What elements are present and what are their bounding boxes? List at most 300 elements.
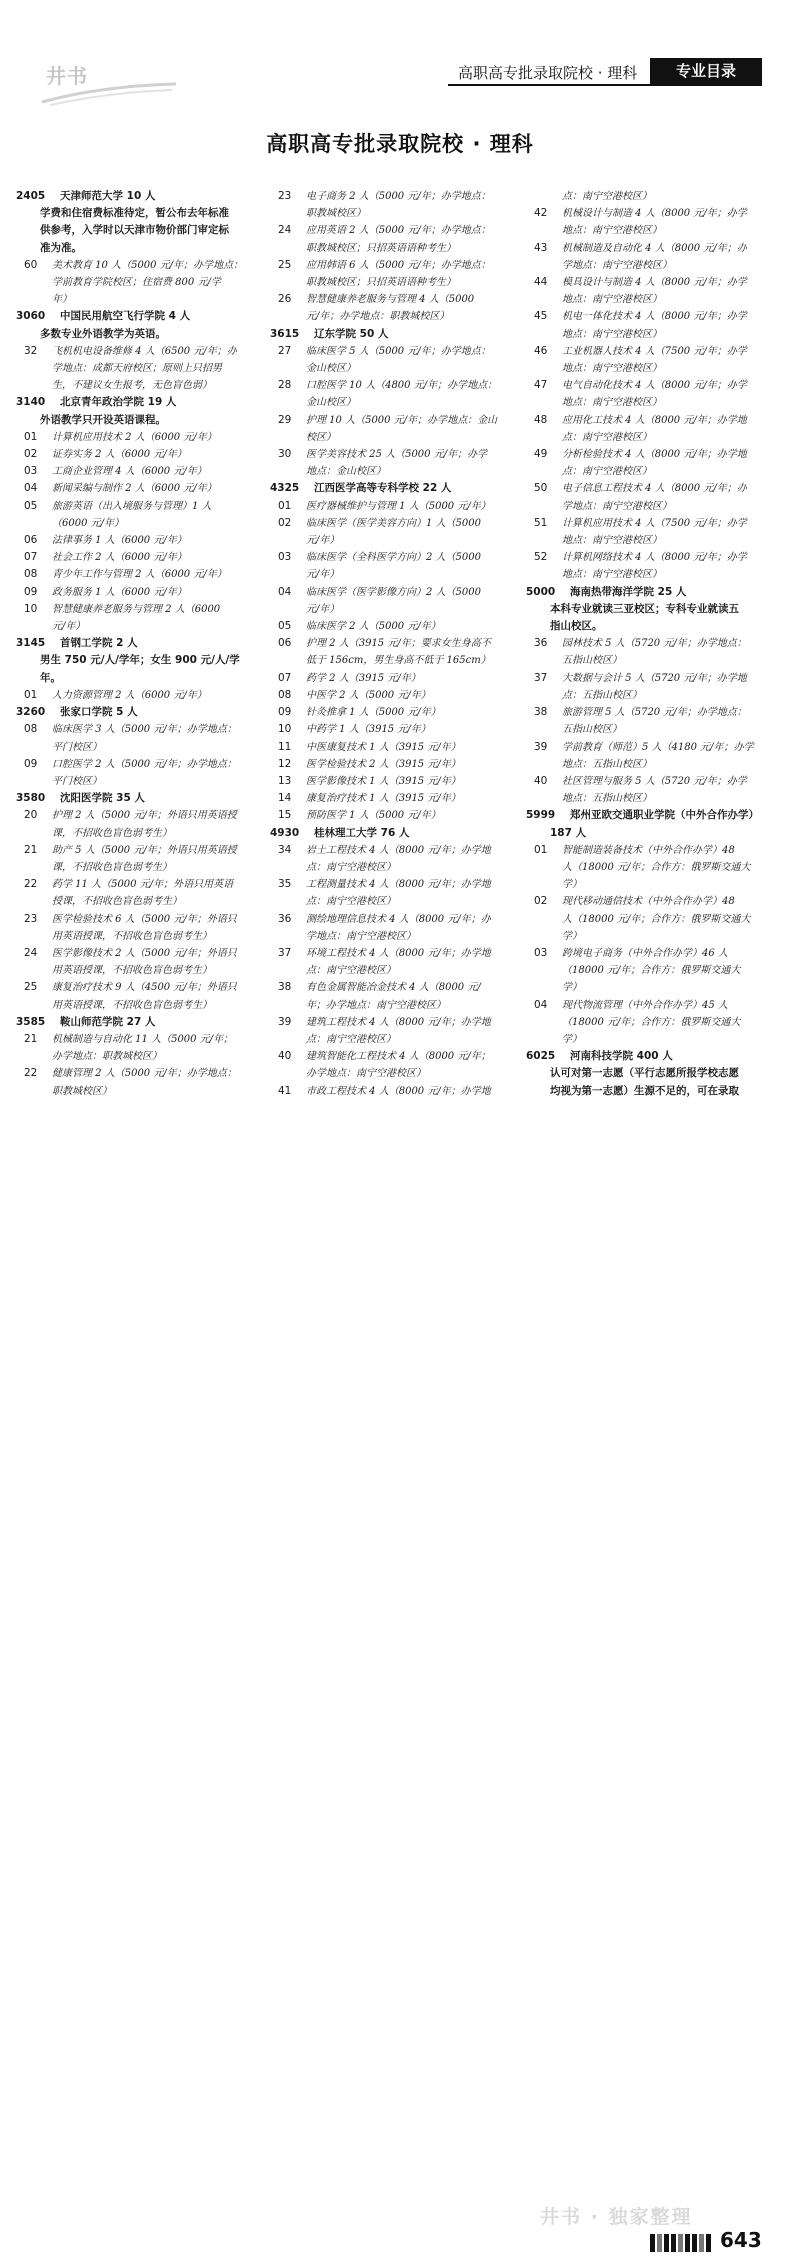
program-text: 电子信息工程技术 4 人（8000 元/年；办 <box>562 483 747 495</box>
program-item <box>526 205 788 222</box>
program-code: 37 <box>534 671 548 684</box>
program-text-continued: 平门校区） <box>52 775 102 787</box>
page-footer <box>0 1110 800 2252</box>
institution-note: 187 人 <box>550 826 587 839</box>
program-text-continued: 学） <box>562 1033 582 1045</box>
program-code: 01 <box>278 499 292 512</box>
program-text-continued: 用英语授课，不招收色盲色弱考生） <box>52 930 212 942</box>
institution-note: 年。 <box>40 671 61 684</box>
program-item <box>526 842 788 859</box>
program-code: 46 <box>534 344 548 357</box>
program-text-continued: 人（18000 元/年；合作方：俄罗斯交通大 <box>562 861 751 873</box>
institution-name: 中国民用航空飞行学院 4 人 <box>60 310 191 323</box>
program-text: 临床医学（医学美容方向）1 人（5000 <box>306 517 481 529</box>
program-text: 中药学 1 人（3915 元/年） <box>306 724 431 736</box>
program-code: 25 <box>278 258 292 271</box>
program-text-continued: （18000 元/年；合作方：俄罗斯交通大 <box>562 1016 741 1028</box>
program-item <box>526 945 788 962</box>
program-text: 智慧健康养老服务与管理 4 人（5000 <box>306 294 475 306</box>
program-text: 工程测量技术 4 人（8000 元/年；办学地 <box>306 879 491 891</box>
program-item <box>526 773 788 790</box>
program-code: 06 <box>24 534 38 547</box>
institution-note: 指山校区。 <box>550 620 603 633</box>
program-text: 智慧健康养老服务与管理 2 人（6000 <box>52 603 221 615</box>
institution-code: 3060 <box>16 310 46 323</box>
institution-code: 4930 <box>270 826 300 839</box>
program-text-continued: 学） <box>562 879 582 891</box>
institution-note: 多数专业外语教学为英语。 <box>40 327 166 340</box>
institution-heading <box>16 704 262 721</box>
program-item <box>526 308 788 325</box>
program-text: 护理 10 人（5000 元/年；办学地点：金山 <box>306 414 498 426</box>
program-text: 园林技术 5 人（5720 元/年；办学地点： <box>562 638 747 650</box>
page-title: 高职高专批录取院校 · 理科 <box>266 132 534 156</box>
program-text: 临床医学 5 人（5000 元/年；办学地点： <box>306 345 491 357</box>
program-item <box>270 756 516 773</box>
program-item <box>270 911 516 928</box>
program-item <box>16 807 262 824</box>
program-text: 现代移动通信技术（中外合作办学）48 <box>562 896 735 908</box>
program-text-continued: 点：南宁空港校区） <box>562 466 652 478</box>
institution-name: 沈阳医学院 35 人 <box>60 792 145 805</box>
institution-name: 江西医学高等专科学校 22 人 <box>314 482 452 495</box>
program-text: 医学美容技术 25 人（5000 元/年；办学 <box>306 449 488 461</box>
program-item <box>270 807 516 824</box>
program-code: 32 <box>24 344 38 357</box>
institution-heading <box>16 1014 262 1031</box>
program-code: 52 <box>534 551 548 564</box>
program-item <box>16 584 262 601</box>
program-item <box>16 343 262 360</box>
program-text-continued: 课，不招收色盲色弱考生） <box>52 861 172 873</box>
program-item <box>270 257 516 274</box>
program-text-continued: 点：南宁空港校区） <box>562 191 652 202</box>
program-code: 44 <box>534 276 548 289</box>
institution-note: 均视为第一志愿）生源不足的，可在录取 <box>550 1084 739 1097</box>
program-text-continued: 地点：金山校区） <box>306 466 386 478</box>
program-code: 34 <box>278 843 292 856</box>
program-text-continued: 年） <box>52 294 72 306</box>
institution-code: 3580 <box>16 792 46 805</box>
program-code: 07 <box>24 551 38 564</box>
program-code: 21 <box>24 1032 38 1045</box>
program-code: 28 <box>278 379 292 392</box>
institution-code: 5999 <box>526 809 556 822</box>
program-text: 工业机器人技术 4 人（7500 元/年；办学 <box>562 345 747 357</box>
program-item <box>16 463 262 480</box>
program-text: 人力资源管理 2 人（6000 元/年） <box>52 689 207 701</box>
program-text-continued: 点：南宁空港校区） <box>306 896 396 908</box>
program-text: 岩土工程技术 4 人（8000 元/年；办学地 <box>306 844 491 856</box>
program-text: 助产 5 人（5000 元/年；外语只用英语授 <box>52 844 237 856</box>
program-item <box>270 635 516 652</box>
program-text: 医学检验技术 6 人（5000 元/年；外语只 <box>52 913 237 925</box>
section-tab: 专业目录 <box>650 58 762 84</box>
institution-note: 本科专业就读三亚校区；专科专业就读五 <box>550 602 739 615</box>
program-code: 37 <box>278 946 292 959</box>
program-item <box>270 979 516 996</box>
program-text: 机械制造及自动化 4 人（8000 元/年；办 <box>562 242 747 254</box>
program-text: 护理 2 人（5000 元/年；外语只用英语授 <box>52 810 237 822</box>
program-code: 20 <box>24 809 38 822</box>
program-text-continued: 办学地点：职教城校区） <box>52 1051 162 1063</box>
institution-name: 郑州亚欧交通职业学院（中外合作办学） <box>570 809 759 822</box>
program-code: 36 <box>534 637 548 650</box>
program-code: 49 <box>534 448 548 461</box>
institution-note: 供参考，入学时以天津市物价部门审定标 <box>40 224 229 237</box>
program-code: 03 <box>24 465 38 478</box>
program-code: 08 <box>278 688 292 701</box>
program-text: 药学 2 人（3915 元/年） <box>306 672 421 684</box>
column-middle <box>270 188 516 1100</box>
program-text: 建筑智能化工程技术 4 人（8000 元/年； <box>306 1051 491 1063</box>
institution-note: 男生 750 元/人/学年；女生 900 元/人/学 <box>40 654 240 667</box>
institution-code: 3145 <box>16 637 46 650</box>
program-text-continued: 办学地点：南宁空港校区） <box>306 1068 426 1080</box>
institution-name: 鞍山师范学院 27 人 <box>60 1015 156 1028</box>
program-text-continued: 用英语授课，不招收色盲色弱考生） <box>52 999 212 1011</box>
program-code: 24 <box>24 946 38 959</box>
program-code: 23 <box>278 190 292 202</box>
program-code: 09 <box>278 706 292 719</box>
program-code: 30 <box>278 448 292 461</box>
program-code: 40 <box>278 1050 292 1063</box>
program-item <box>270 721 516 738</box>
institution-heading <box>270 480 516 497</box>
program-item <box>270 1048 516 1065</box>
program-text-continued: 点：南宁空港校区） <box>306 1033 396 1045</box>
program-text-continued: 点：南宁空港校区） <box>306 861 396 873</box>
program-text: 建筑工程技术 4 人（8000 元/年；办学地 <box>306 1016 491 1028</box>
program-text: 中医学 2 人（5000 元/年） <box>306 689 431 701</box>
program-item <box>270 773 516 790</box>
program-text-continued: 地点：南宁空港校区） <box>562 535 662 547</box>
program-text-continued: 点：五指山校区） <box>562 689 642 701</box>
program-code: 47 <box>534 379 548 392</box>
program-text-continued: 职教城校区；只招英语语种考生） <box>306 277 456 289</box>
program-item <box>526 240 788 257</box>
institution-name: 辽东学院 50 人 <box>314 327 389 340</box>
program-text: 智能制造装备技术（中外合作办学）48 <box>562 844 735 856</box>
program-text-continued: 元/年） <box>306 603 340 615</box>
program-code: 22 <box>24 1067 38 1080</box>
program-text: 证券实务 2 人（6000 元/年） <box>52 449 187 461</box>
program-text-continued: 元/年） <box>52 621 86 633</box>
program-code: 04 <box>534 998 548 1011</box>
program-code: 05 <box>24 499 38 512</box>
program-code: 43 <box>534 241 548 254</box>
program-code: 22 <box>24 878 38 891</box>
program-item <box>526 446 788 463</box>
program-item <box>526 893 788 910</box>
program-item <box>526 670 788 687</box>
program-code: 48 <box>534 413 548 426</box>
program-item <box>270 188 516 205</box>
program-code: 05 <box>278 620 292 633</box>
program-text: 机械设计与制造 4 人（8000 元/年；办学 <box>562 208 747 220</box>
program-text-continued: 点：南宁空港校区） <box>562 431 652 443</box>
program-text-continued: 地点：南宁空港校区） <box>562 397 662 409</box>
column-left <box>16 188 262 1100</box>
program-text-continued: 职教城校区；只招英语语种考生） <box>306 242 456 254</box>
program-text-continued: 生，不建议女生报考，无色盲色弱） <box>52 380 212 392</box>
program-text-continued: （18000 元/年；合作方：俄罗斯交通大 <box>562 965 741 977</box>
program-item <box>270 687 516 704</box>
program-text: 健康管理 2 人（5000 元/年；办学地点： <box>52 1068 237 1080</box>
program-item <box>526 997 788 1014</box>
program-item <box>270 1083 516 1100</box>
program-code: 42 <box>534 207 548 220</box>
program-code: 15 <box>278 809 292 822</box>
program-item <box>526 515 788 532</box>
program-code: 36 <box>278 912 292 925</box>
program-code: 07 <box>278 671 292 684</box>
institution-heading <box>16 394 262 411</box>
program-item <box>16 498 262 515</box>
institution-heading <box>16 635 262 652</box>
column-right <box>526 188 788 1100</box>
program-text: 电子商务 2 人（5000 元/年；办学地点： <box>306 191 491 202</box>
program-text: 分析检验技术 4 人（8000 元/年；办学地 <box>562 449 747 461</box>
program-code: 13 <box>278 774 292 787</box>
program-text-continued: 元/年） <box>306 569 340 581</box>
program-text: 医疗器械维护与管理 1 人（5000 元/年） <box>306 500 491 512</box>
program-text-continued: 学地点：南宁空港校区） <box>306 930 416 942</box>
institution-note: 外语教学只开设英语课程。 <box>40 413 166 426</box>
program-item <box>16 911 262 928</box>
program-code: 41 <box>278 1084 292 1097</box>
program-item <box>270 291 516 308</box>
program-code: 08 <box>24 568 38 581</box>
institution-name: 海南热带海洋学院 25 人 <box>570 585 687 598</box>
institution-code: 4325 <box>270 482 300 495</box>
program-code: 39 <box>278 1015 292 1028</box>
program-item <box>270 945 516 962</box>
program-item <box>270 670 516 687</box>
program-item <box>270 549 516 566</box>
program-code: 21 <box>24 843 38 856</box>
program-text: 学前教育（师范）5 人（4180 元/年；办学 <box>562 741 754 753</box>
program-text: 工商企业管理 4 人（6000 元/年） <box>52 466 207 478</box>
program-text: 计算机应用技术 4 人（7500 元/年；办学 <box>562 517 747 529</box>
program-item <box>16 979 262 996</box>
program-text: 测绘地理信息技术 4 人（8000 元/年；办 <box>306 913 491 925</box>
program-item <box>16 480 262 497</box>
program-item <box>16 756 262 773</box>
program-text-continued: 人（18000 元/年；合作方：俄罗斯交通大 <box>562 913 751 925</box>
program-item <box>270 790 516 807</box>
program-text: 针灸推拿 1 人（5000 元/年） <box>306 707 441 719</box>
institution-heading <box>526 807 788 824</box>
logo-swoosh-icon <box>40 80 180 106</box>
program-code: 01 <box>534 843 548 856</box>
program-text: 美术教育 10 人（5000 元/年；办学地点： <box>52 259 244 271</box>
program-item <box>526 739 788 756</box>
program-text-continued: 学） <box>562 982 582 994</box>
program-text: 医学影像技术 2 人（5000 元/年；外语只 <box>52 947 237 959</box>
program-code: 24 <box>278 224 292 237</box>
program-text-continued: 低于 156cm，男生身高不低于 165cm） <box>306 655 491 667</box>
publisher-logo: 井书 <box>46 64 88 88</box>
program-item <box>526 635 788 652</box>
program-text-continued: 地点：南宁空港校区） <box>562 328 662 340</box>
program-text-continued: 学地点：南宁空港校区） <box>562 500 672 512</box>
institution-name: 桂林理工大学 76 人 <box>314 826 410 839</box>
program-text: 计算机应用技术 2 人（6000 元/年） <box>52 431 217 443</box>
institution-note: 准为准。 <box>40 241 82 254</box>
institution-note: 学费和住宿费标准待定，暂公布去年标准 <box>40 207 229 220</box>
program-text: 临床医学 3 人（5000 元/年；办学地点： <box>52 724 237 736</box>
institution-heading <box>526 1048 788 1065</box>
institution-code: 3585 <box>16 1015 46 1028</box>
program-item <box>270 446 516 463</box>
institution-code: 3260 <box>16 706 46 719</box>
program-item <box>270 618 516 635</box>
running-title: 高职高专批录取院校 · 理科 <box>458 64 638 82</box>
page-number: 643 <box>720 2228 762 2252</box>
program-item <box>16 257 262 274</box>
program-item <box>270 704 516 721</box>
program-text: 社区管理与服务 5 人（5720 元/年；办学 <box>562 775 747 787</box>
institution-code: 5000 <box>526 585 556 598</box>
program-text-continued: 元/年；办学地点：职教城校区） <box>306 311 450 323</box>
program-text: 医学影像技术 1 人（3915 元/年） <box>306 775 461 787</box>
program-text: 机电一体化技术 4 人（8000 元/年；办学 <box>562 311 747 323</box>
program-code: 03 <box>278 551 292 564</box>
program-item <box>16 842 262 859</box>
program-text: 飞机机电设备维修 4 人（6500 元/年；办 <box>52 345 237 357</box>
program-text-continued: 用英语授课，不招收色盲色弱考生） <box>52 965 212 977</box>
program-text-continued: 元/年） <box>306 535 340 547</box>
program-item <box>526 343 788 360</box>
program-item <box>270 842 516 859</box>
program-text: 市政工程技术 4 人（8000 元/年；办学地 <box>306 1085 491 1097</box>
program-code: 04 <box>24 482 38 495</box>
program-item <box>270 377 516 394</box>
program-text-continued: 职教城校区） <box>52 1085 112 1097</box>
program-text: 临床医学 2 人（5000 元/年） <box>306 621 441 633</box>
page-header <box>0 0 800 110</box>
program-text-continued: 年；办学地点：南宁空港校区） <box>306 999 446 1011</box>
program-code: 01 <box>24 688 38 701</box>
program-item <box>16 945 262 962</box>
program-item <box>16 687 262 704</box>
program-item <box>526 274 788 291</box>
program-text-continued: 学） <box>562 930 582 942</box>
program-text: 青少年工作与管理 2 人（6000 元/年） <box>52 569 227 581</box>
program-code: 10 <box>24 602 38 615</box>
program-item <box>270 1014 516 1031</box>
program-text-continued: 地点：南宁空港校区） <box>562 225 662 237</box>
program-code: 01 <box>24 430 38 443</box>
program-item <box>16 1031 262 1048</box>
program-item <box>270 412 516 429</box>
program-code: 29 <box>278 413 292 426</box>
institution-heading <box>270 825 516 842</box>
program-text-continued: 地点：五指山校区） <box>562 758 652 770</box>
program-code: 26 <box>278 293 292 306</box>
institution-name: 天津师范大学 10 人 <box>60 190 156 202</box>
program-item <box>270 739 516 756</box>
program-item <box>526 377 788 394</box>
program-code: 14 <box>278 792 292 805</box>
program-text-continued: 平门校区） <box>52 741 102 753</box>
program-item <box>270 876 516 893</box>
program-text: 有色金属智能冶金技术 4 人（8000 元/ <box>306 982 481 994</box>
institution-code: 2405 <box>16 190 46 202</box>
program-item <box>16 532 262 549</box>
program-text: 康复治疗技术 1 人（3915 元/年） <box>306 793 461 805</box>
program-text: 护理 2 人（3915 元/年；要求女生身高不 <box>306 638 491 650</box>
program-text: 中医康复技术 1 人（3915 元/年） <box>306 741 461 753</box>
program-item <box>270 515 516 532</box>
institution-name: 张家口学院 5 人 <box>60 706 138 719</box>
program-code: 50 <box>534 482 548 495</box>
program-text-continued: 五指山校区） <box>562 655 622 667</box>
program-code: 25 <box>24 981 38 994</box>
program-code: 45 <box>534 310 548 323</box>
program-text: 预防医学 1 人（5000 元/年） <box>306 810 441 822</box>
program-item <box>16 566 262 583</box>
program-text: 现代物流管理（中外合作办学）45 人 <box>562 999 728 1011</box>
program-text-continued: 五指山校区） <box>562 724 622 736</box>
institution-name: 北京青年政治学院 19 人 <box>60 396 177 409</box>
program-code: 40 <box>534 774 548 787</box>
program-item <box>526 412 788 429</box>
program-text: 临床医学（全科医学方向）2 人（5000 <box>306 552 481 564</box>
program-text: 口腔医学 2 人（5000 元/年；办学地点： <box>52 758 237 770</box>
program-text: 应用韩语 6 人（5000 元/年；办学地点： <box>306 259 491 271</box>
program-text: 法律事务 1 人（6000 元/年） <box>52 535 187 547</box>
program-code: 09 <box>24 757 38 770</box>
program-code: 35 <box>278 878 292 891</box>
program-code: 10 <box>278 723 292 736</box>
program-text-continued: 地点：五指山校区） <box>562 793 652 805</box>
program-text: 大数据与会计 5 人（5720 元/年；办学地 <box>562 672 747 684</box>
institution-name: 河南科技学院 400 人 <box>570 1050 673 1063</box>
program-text: 旅游管理 5 人（5720 元/年；办学地点： <box>562 707 747 719</box>
institution-heading <box>526 584 788 601</box>
institution-name: 首钢工学院 2 人 <box>60 637 138 650</box>
program-item <box>270 584 516 601</box>
program-item <box>270 498 516 515</box>
footer-watermark: 井书 · 独家整理 <box>540 2206 693 2228</box>
program-text-continued: 课，不招收色盲色弱考生） <box>52 827 172 839</box>
institution-heading <box>16 188 262 205</box>
program-text: 医学检验技术 2 人（3915 元/年） <box>306 758 461 770</box>
program-text-continued: 学前教育学院校区；住宿费 800 元/学 <box>52 277 221 289</box>
institution-heading <box>16 790 262 807</box>
program-text: 临床医学（医学影像方向）2 人（5000 <box>306 586 481 598</box>
program-code: 12 <box>278 757 292 770</box>
institution-note: 认可对第一志愿（平行志愿所报学校志愿 <box>550 1067 739 1080</box>
program-item <box>16 721 262 738</box>
program-code: 02 <box>534 895 548 908</box>
program-code: 60 <box>24 258 38 271</box>
program-code: 08 <box>24 723 38 736</box>
program-item <box>16 876 262 893</box>
program-text-continued: 职教城校区） <box>306 208 366 220</box>
program-text-continued: 金山校区） <box>306 363 356 375</box>
program-text-continued: 学地点：南宁空港校区） <box>562 259 672 271</box>
program-item <box>16 446 262 463</box>
program-code: 02 <box>278 516 292 529</box>
program-text: 应用化工技术 4 人（8000 元/年；办学地 <box>562 414 747 426</box>
program-text-continued: 金山校区） <box>306 397 356 409</box>
program-code: 09 <box>24 585 38 598</box>
program-text: 机械制造与自动化 11 人（5000 元/年； <box>52 1033 234 1045</box>
institution-heading <box>270 326 516 343</box>
